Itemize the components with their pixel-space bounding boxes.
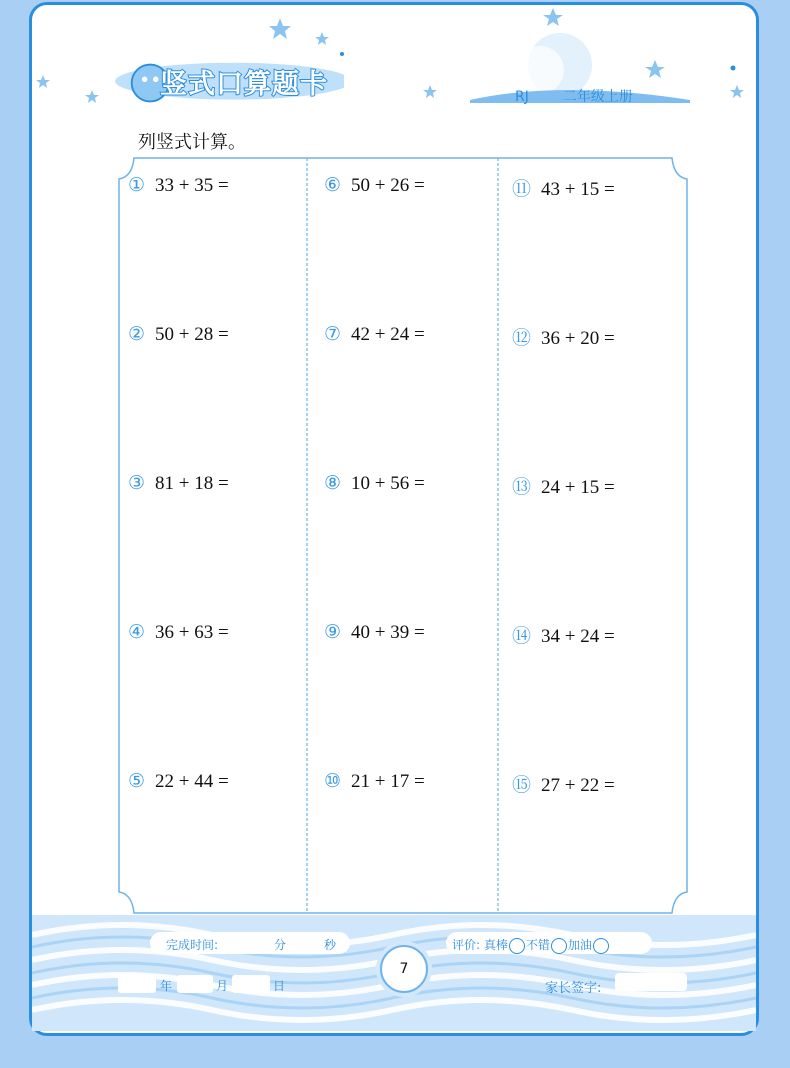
problem-2: ② 50 + 28 =: [128, 324, 229, 345]
problem-10: ⑩ 21 + 17 =: [324, 771, 425, 792]
problem-13: ⑬ 24 + 15 =: [512, 477, 615, 498]
edition-label: RJ: [515, 89, 529, 105]
day-field[interactable]: [232, 975, 270, 993]
problem-8: ⑧ 10 + 56 =: [324, 473, 425, 494]
grid-frame: [118, 157, 688, 914]
year-label: 年: [160, 979, 173, 993]
grade-label: [515, 86, 633, 106]
star-icon: [269, 18, 291, 39]
smiley-icon[interactable]: [509, 938, 525, 954]
minute-label: 分: [274, 938, 287, 952]
problem-1: ① 33 + 35 =: [128, 175, 229, 196]
star-icon: [36, 75, 50, 88]
star-icon: [315, 32, 329, 45]
smiley-icon[interactable]: [551, 938, 567, 954]
month-field[interactable]: [177, 975, 213, 993]
day-label: 日: [273, 979, 286, 993]
problem-6: ⑥ 50 + 26 =: [324, 175, 425, 196]
parent-sign-field[interactable]: [615, 973, 687, 991]
evaluation-row: 评价: 真棒 不错 加油: [452, 936, 610, 954]
star-icon: [730, 85, 744, 98]
problem-15: ⑮ 27 + 22 =: [512, 775, 615, 796]
month-label: 月: [216, 979, 229, 993]
star-icon: [423, 85, 437, 98]
page-number: 7: [380, 945, 428, 993]
problem-12: ⑫ 36 + 20 =: [512, 328, 615, 349]
star-icon: [645, 60, 665, 78]
time-label: 完成时间:: [166, 938, 219, 952]
star-icon: [85, 90, 99, 103]
year-field[interactable]: [118, 975, 156, 993]
page-title: 竖式口算题卡: [160, 69, 328, 100]
grade-text: 二年级上册: [562, 89, 633, 105]
problem-3: ③ 81 + 18 =: [128, 473, 229, 494]
problem-11: ⑪ 43 + 15 =: [512, 179, 615, 200]
problem-9: ⑨ 40 + 39 =: [324, 622, 425, 643]
problem-4: ④ 36 + 63 =: [128, 622, 229, 643]
problem-grid: [118, 157, 688, 914]
instruction-text: 列竖式计算。: [138, 132, 246, 153]
problem-14: ⑭ 34 + 24 =: [512, 626, 615, 647]
parent-sign-label: 家长签字:: [545, 981, 602, 996]
star-icon: [543, 8, 563, 26]
problem-7: ⑦ 42 + 24 =: [324, 324, 425, 345]
problem-5: ⑤ 22 + 44 =: [128, 771, 229, 792]
smiley-icon[interactable]: [593, 938, 609, 954]
second-label: 秒: [324, 938, 337, 952]
